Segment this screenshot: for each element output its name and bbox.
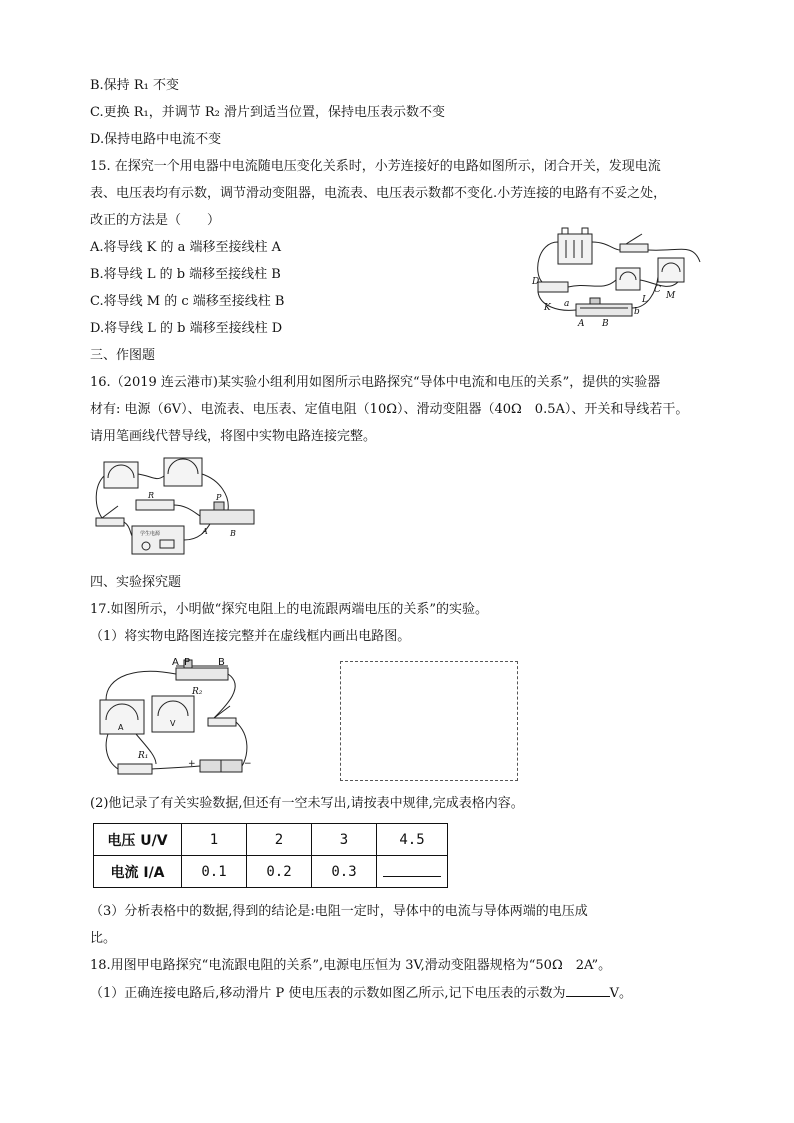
table-cell: 2	[247, 824, 312, 856]
fig16-label-p: P	[216, 493, 222, 502]
q17-part-3-line-1: （3）分析表格中的数据,得到的结论是:电阻一定时，导体中的电流与导体两端的电压成	[90, 904, 588, 919]
fig17-label-p: P	[184, 657, 191, 668]
circuit-diagram-box[interactable]	[340, 661, 518, 781]
table-row-label-current: 电流 I/A	[94, 856, 182, 888]
answer-blank-voltage[interactable]	[566, 984, 610, 997]
table-cell: 0.1	[182, 856, 247, 888]
q15-option-b: B.将导线 L 的 b 端移至接线柱 B	[90, 267, 281, 282]
q18-part-1-text: （1）正确连接电路后,移动滑片 P 使电压表的示数如图乙所示,记下电压表的示数为	[90, 986, 566, 1001]
fig15-label-k: K	[544, 303, 551, 313]
table-cell: 0.2	[247, 856, 312, 888]
fig15-label-a-lower: a	[564, 299, 570, 309]
q16-stem-1: 16.（2019 连云港市)某实验小组利用如图所示电路探究“导体中电流和电压的关系”，提供的实验器	[90, 375, 661, 390]
q18-stem: 18.用图甲电路探究“电流跟电阻的关系”,电源电压恒为 3V,滑动变阻器规格为“50Ω 2A”。	[90, 958, 612, 973]
q15-option-c: C.将导线 M 的 c 端移至接线柱 B	[90, 294, 285, 309]
option-d-prev: D.保持电路中电流不变	[90, 132, 222, 147]
q15-circuit-figure	[528, 222, 708, 332]
table-cell: 4.5	[377, 824, 448, 856]
section-3-title: 三、作图题	[90, 348, 156, 363]
fig15-label-b: B	[602, 319, 609, 329]
q17-stem: 17.如图所示，小明做“探究电阻上的电流跟两端电压的关系”的实验。	[90, 602, 488, 617]
fig15-label-m: M	[666, 291, 676, 301]
q15-option-d: D.将导线 L 的 b 端移至接线柱 D	[90, 321, 283, 336]
q15-stem-2: 表、电压表均有示数，调节滑动变阻器，电流表、电压表示数都不变化.小芳连接的电路有不妥之处，	[90, 186, 667, 201]
table-row	[94, 856, 448, 888]
fig16-label-b: B	[230, 529, 236, 538]
section-4-title: 四、实验探究题	[90, 575, 182, 590]
fig16-source-label: 学生电源	[140, 531, 161, 537]
table-row-label-voltage: 电压 U/V	[94, 824, 182, 856]
fig15-label-b-lower: b	[634, 307, 640, 317]
fig15-label-c: C	[654, 285, 661, 295]
fig17-label-r1: R₁	[138, 751, 149, 761]
table-cell: 3	[312, 824, 377, 856]
q15-option-a: A.将导线 K 的 a 端移至接线柱 A	[90, 240, 282, 255]
table-cell: 1	[182, 824, 247, 856]
fig15-label-a: A	[578, 319, 585, 329]
fig17-label-plus: +	[188, 759, 196, 769]
q16-stem-3: 请用笔画线代替导线，将图中实物电路连接完整。	[90, 429, 377, 444]
q18-part-1	[90, 984, 632, 1003]
q15-stem-1: 15. 在探究一个用电器中电流随电压变化关系时，小芳连接好的电路如图所示，闭合开关，发现电流	[90, 159, 661, 174]
fig17-voltmeter-label: V	[170, 719, 176, 728]
answer-blank-current[interactable]	[377, 856, 448, 888]
q18-part-1-unit: V。	[609, 986, 632, 1001]
fig16-label-a: A	[202, 527, 208, 536]
q16-stem-2: 材有: 电源（6V）、电流表、电压表、定值电阻（10Ω）、滑动变阻器（40Ω 0.5A）、开关和导线若干。	[90, 402, 689, 417]
q17-part-3-line-2: 比。	[90, 931, 117, 946]
fig17-label-b: B	[218, 657, 225, 668]
q17-part-1: （1）将实物电路图连接完整并在虚线框内画出电路图。	[90, 629, 411, 644]
table-row	[94, 824, 448, 856]
fig17-label-a: A	[172, 657, 179, 668]
fig17-ammeter-label: A	[118, 723, 124, 732]
data-table	[93, 823, 448, 888]
table-cell: 0.3	[312, 856, 377, 888]
option-c-prev: C.更换 R₁，并调节 R₂ 滑片到适当位置，保持电压表示数不变	[90, 105, 446, 120]
q17-part-2: (2)他记录了有关实验数据,但还有一空未写出,请按表中规律,完成表格内容。	[90, 796, 524, 811]
fig16-label-r: R	[148, 491, 155, 500]
q16-circuit-figure	[90, 456, 260, 561]
q17-circuit-figure	[96, 656, 256, 784]
option-b-prev: B.保持 R₁ 不变	[90, 78, 179, 93]
q15-stem-3: 改正的方法是（ ）	[90, 213, 221, 228]
fig15-label-l: L	[642, 295, 648, 305]
fig15-label-d: D	[532, 277, 540, 287]
fig17-label-r2: R₂	[192, 687, 203, 697]
fig17-label-minus: −	[244, 759, 252, 769]
